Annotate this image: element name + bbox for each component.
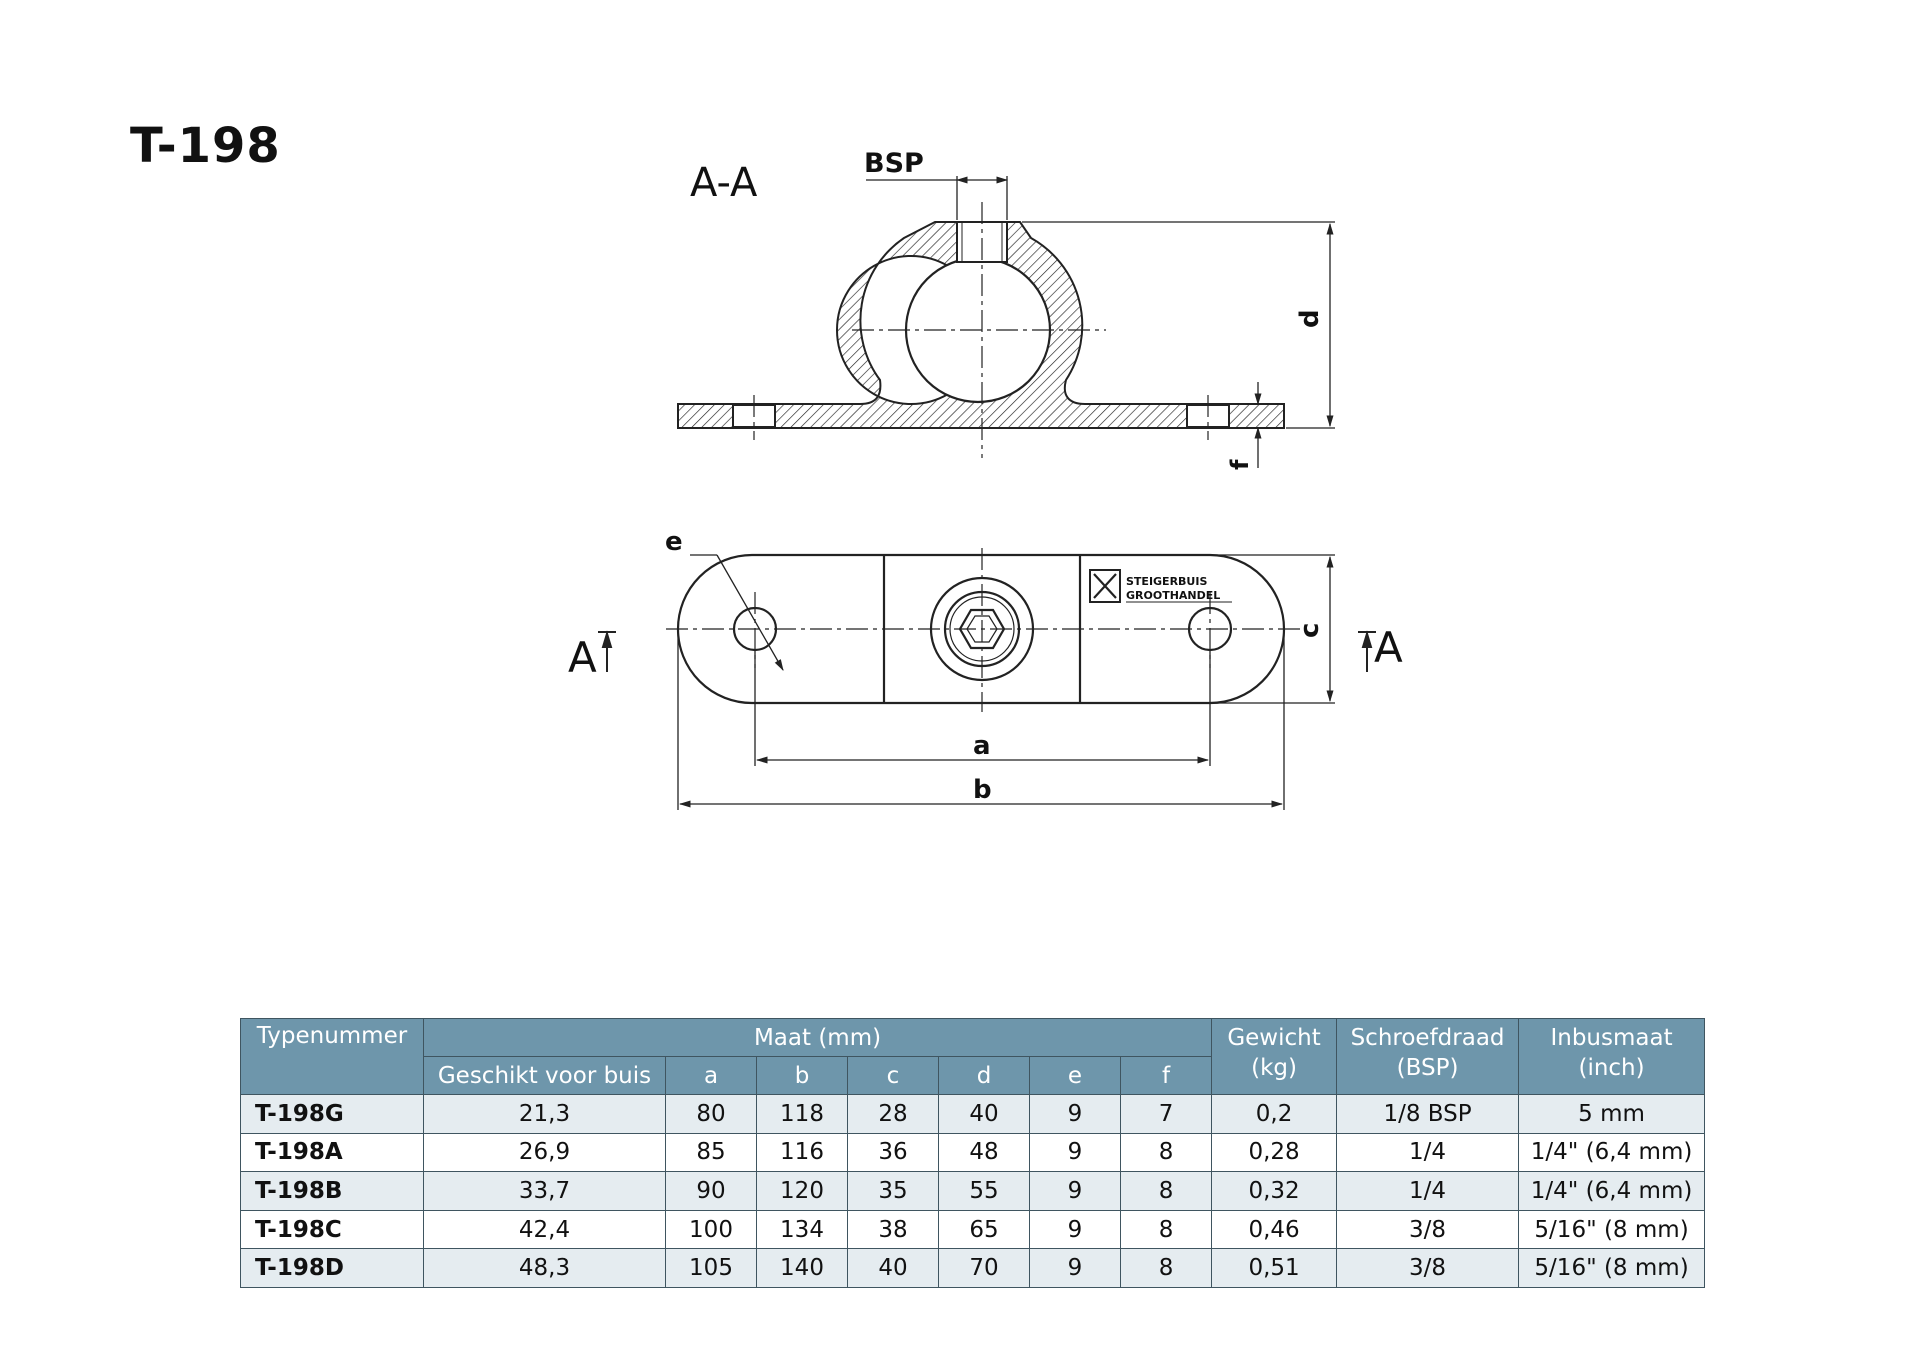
spec-table <box>240 1018 1705 1288</box>
header-type: Typenummer <box>241 1019 424 1095</box>
header-size-group: Maat (mm) <box>424 1019 1212 1057</box>
table-row: T-198B 33,7 90 120 35 55 9 8 0,32 1/4 1/4" (6,4 mm) <box>241 1172 1705 1211</box>
dim-e-label: e <box>665 527 683 557</box>
section-view <box>678 176 1335 468</box>
dim-a-label: a <box>973 731 991 761</box>
svg-text:STEIGERBUIS: STEIGERBUIS <box>1126 575 1208 588</box>
bsp-label: BSP <box>864 148 924 179</box>
section-marker-left: A <box>568 633 597 682</box>
product-title: T-198 <box>130 118 281 174</box>
dim-d-label: d <box>1295 309 1325 328</box>
dim-b-label: b <box>973 775 992 805</box>
header-thread: Schroefdraad (BSP) <box>1337 1019 1519 1095</box>
table-row: T-198G 21,3 80 118 28 40 9 7 0,2 1/8 BSP 5 mm <box>241 1095 1705 1134</box>
header-hex: Inbusmaat (inch) <box>1519 1019 1705 1095</box>
header-tube: Geschikt voor buis <box>424 1057 666 1095</box>
table-row: T-198D 48,3 105 140 40 70 9 8 0,51 3/8 5/16" (8 mm) <box>241 1249 1705 1288</box>
dim-f-label: f <box>1226 459 1254 470</box>
header-a: a <box>666 1057 757 1095</box>
section-label: A-A <box>690 160 758 206</box>
header-f: f <box>1121 1057 1212 1095</box>
header-c: c <box>848 1057 939 1095</box>
dim-c-label: c <box>1295 622 1325 638</box>
svg-text:GROOTHANDEL: GROOTHANDEL <box>1126 589 1221 602</box>
top-view <box>598 548 1376 810</box>
table-row: T-198A 26,9 85 116 36 48 9 8 0,28 1/4 1/4" (6,4 mm) <box>241 1133 1705 1172</box>
section-marker-right: A <box>1374 623 1403 672</box>
header-b: b <box>757 1057 848 1095</box>
table-row: T-198C 42,4 100 134 38 65 9 8 0,46 3/8 5/16" (8 mm) <box>241 1210 1705 1249</box>
header-e: e <box>1030 1057 1121 1095</box>
header-d: d <box>939 1057 1030 1095</box>
header-weight: Gewicht (kg) <box>1212 1019 1337 1095</box>
